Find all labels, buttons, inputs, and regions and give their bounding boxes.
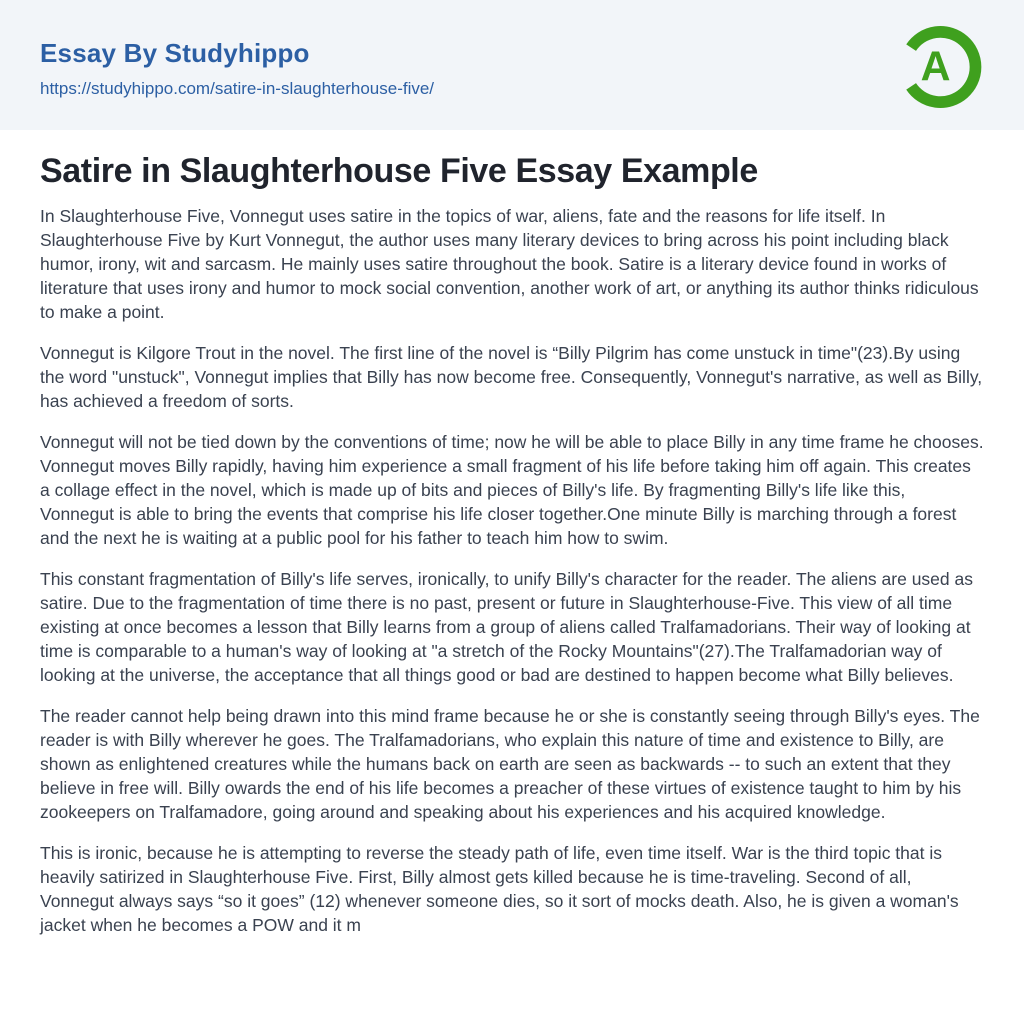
essay-paragraph: In Slaughterhouse Five, Vonnegut uses satire in the topics of war, aliens, fate and the reasons for life itself. In Slaughterhouse Five by Kurt Vonnegut, the author uses many literary devices to bring across his point including black humor, irony, wit and sarcasm. He mainly uses satire throughout the book. Satire is a literary device found in works of literature that uses irony and humor to mock social convention, another work of art, or anything its author thinks ridiculous to make a point. [40,206,979,322]
essay-paragraph: Vonnegut will not be tied down by the conventions of time; now he will be able to place Billy in any time frame he chooses. Vonnegut moves Billy rapidly, having him experience a small fragment of his life before taking him off again. This creates a collage effect in the novel, which is made up of bits and pieces of Billy's life. By fragmenting Billy's life like this, Vonnegut is able to bring the events that comprise his life closer together.One minute Billy is marching through a forest and the next he is waiting at a public pool for his father to teach him how to swim. [40,432,984,548]
essay-title: Satire in Slaughterhouse Five Essay Example [40,152,758,190]
studyhippo-arc-logo-icon [896,22,986,112]
page-header [0,0,1024,130]
essay-content [0,130,1024,937]
header-text-block [40,38,434,99]
logo-letter: A [920,43,951,90]
essay-paragraph: This constant fragmentation of Billy's life serves, ironically, to unify Billy's character for the reader. The aliens are used as satire. Due to the fragmentation of time there is no past, present or future in Slaughterhouse-Five. This view of all time existing at once becomes a lesson that Billy learns from a group of aliens called Tralfamadorians. Their way of looking at time is comparable to a human's way of looking at "a stretch of the Rocky Mountains"(27).The Tralfamadorian way of looking at the universe, the acceptance that all things good or bad are destined to happen become what Billy believes. [40,569,973,685]
essay-byline: Essay By Studyhippo [40,37,310,68]
studyhippo-logo [896,22,986,112]
essay-paragraph: This is ironic, because he is attempting to reverse the steady path of life, even time itself. War is the third topic that is heavily satirized in Slaughterhouse Five. First, Billy almost gets killed because he is time-traveling. Second of all, Vonnegut always says “so it goes” (12) whenever someone dies, so it sort of mocks death. Also, he is given a woman's jacket when he becomes a POW and it m [40,843,959,935]
essay-url-link[interactable]: https://studyhippo.com/satire-in-slaughterhouse-five/ [40,78,435,98]
essay-paragraph: The reader cannot help being drawn into this mind frame because he or she is constantly seeing through Billy's eyes. The reader is with Billy wherever he goes. The Tralfamadorians, who explain this nature of time and existence to Billy, are shown as enlightened creatures while the humans back on earth are seen as backwards -- to such an extent that they believe in free will. Billy owards the end of his life becomes a preacher of these virtues of existence taught to him by his zookeepers on Tralfamadore, going around and speaking about his experiences and his acquired knowledge. [40,706,980,822]
essay-paragraph: Vonnegut is Kilgore Trout in the novel. The first line of the novel is “Billy Pilgrim has come unstuck in time"(23).By using the word "unstuck", Vonnegut implies that Billy has now become free. Consequently, Vonnegut's narrative, as well as Billy, has achieved a freedom of sorts. [40,343,983,411]
